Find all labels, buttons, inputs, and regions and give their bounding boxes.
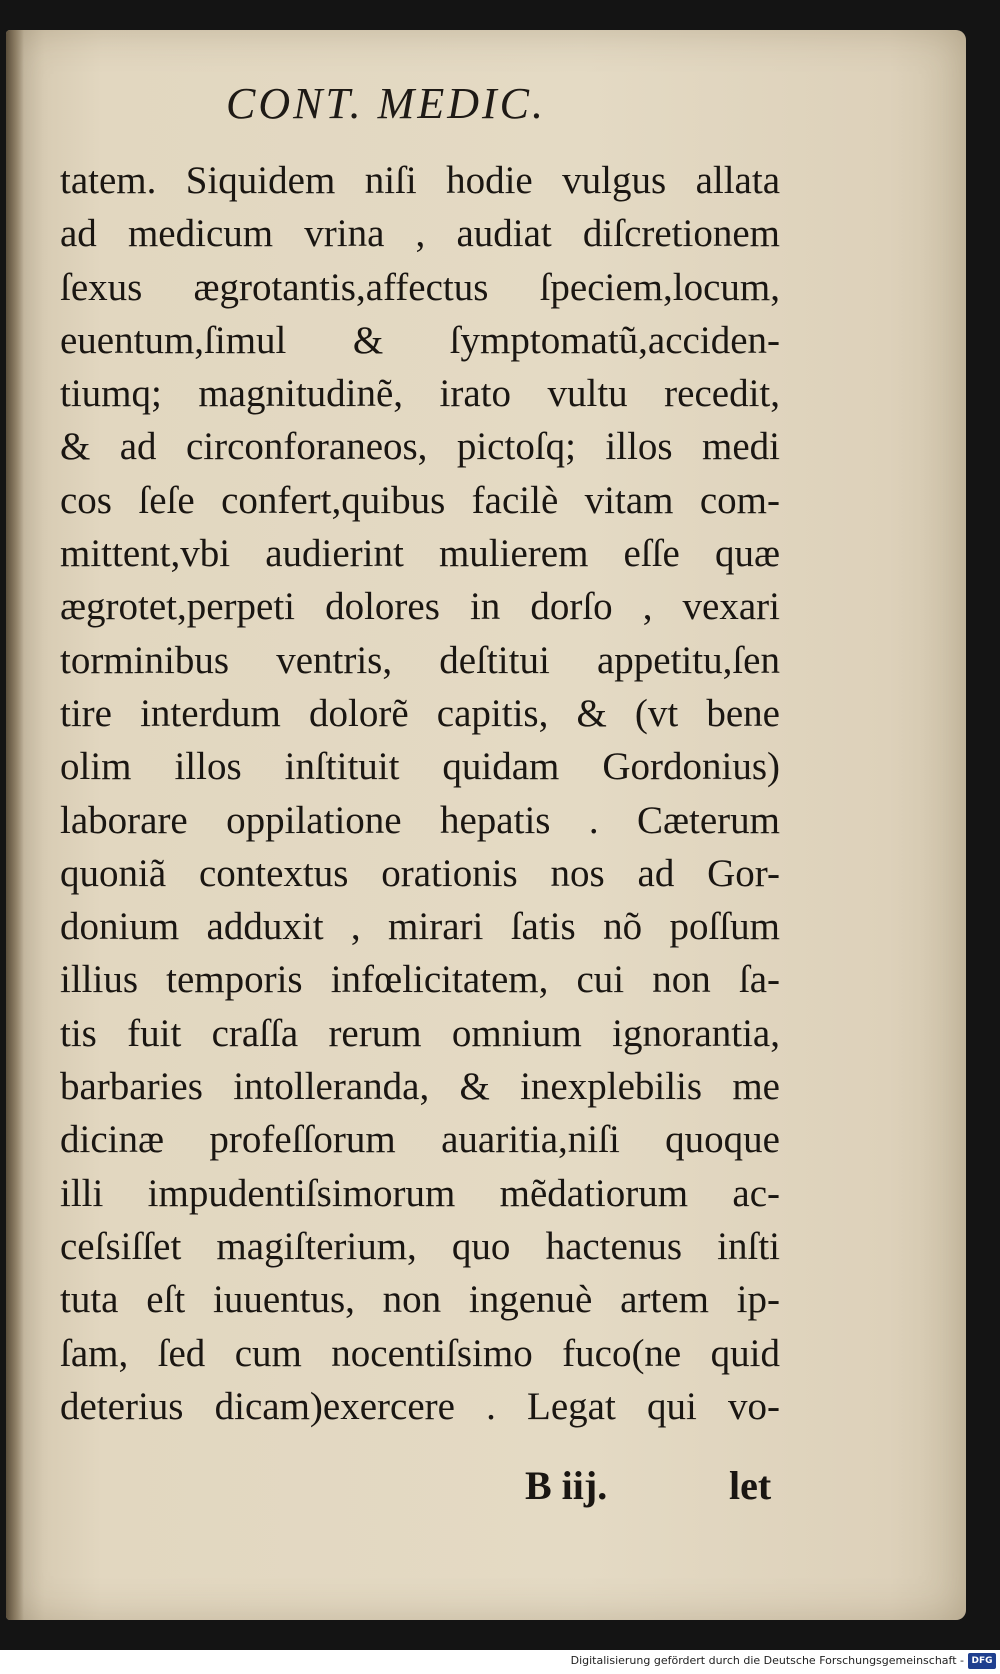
text-line: euentum,ſimul & ſymptomatũ,acciden- [60, 318, 780, 362]
text-line: quoniã contextus orationis nos ad Gor- [60, 851, 780, 895]
body-text [60, 154, 780, 1433]
dfg-logo-icon: DFG [968, 1653, 996, 1669]
text-line: ſexus ægrotantis,affectus ſpeciem,locum, [60, 265, 780, 309]
page-binding-edge [6, 30, 24, 1620]
text-line: tiumq; magnitudinẽ, irato vultu recedit, [60, 372, 780, 416]
text-line: cos ſeſe confert,quibus facilè vitam com- [60, 478, 780, 522]
text-line: illi impudentiſsimorum mẽdatiorum ac- [60, 1171, 780, 1215]
text-line: ſam, ſed cum nocentiſsimo fuco(ne quid [60, 1331, 780, 1375]
signature-mark: B iij. [525, 1463, 608, 1508]
text-line: laborare oppilatione hepatis . Cæterum [60, 798, 780, 842]
running-title: CONT. MEDIC. [226, 79, 546, 128]
text-line: torminibus ventris, deſtitui appetitu,ſen [60, 638, 780, 682]
text-line: ceſsiſſet magiſterium, quo hactenus inſti [60, 1224, 780, 1268]
credit-bar [0, 1650, 1000, 1674]
text-line: tatem. Siquidem niſi hodie vulgus allata [60, 159, 780, 202]
text-line: dicinæ profeſſorum auaritia,niſi quoque [60, 1118, 780, 1162]
text-line: illius temporis infœlicitatem, cui non ſa- [60, 958, 780, 1002]
text-line: ægrotet,perpeti dolores in dorſo , vexari [60, 585, 780, 629]
text-line: & ad circonforaneos, pictoſq; illos medi [60, 425, 780, 469]
text-line: tis fuit craſſa rerum omnium ignorantia, [60, 1011, 780, 1055]
catchword: let [729, 1463, 772, 1508]
text-line: olim illos inſtituit quidam Gordonius) [60, 745, 780, 789]
text-line: tire interdum dolorẽ capitis, & (vt bene [60, 691, 780, 735]
page-footer [0, 1462, 966, 1516]
text-line: donium adduxit , mirari ſatis nõ poſſum [60, 905, 780, 949]
text-line: ad medicum vrina , audiat diſcretionem [60, 212, 780, 256]
funding-credit: Digitalisierung gefördert durch die Deutsche Forschungsgemeinschaft - [570, 1654, 964, 1667]
text-line: mittent,vbi audierint mulierem eſſe quæ [60, 532, 780, 576]
text-line: deterius dicam)exercere . Legat qui vo- [60, 1384, 780, 1428]
text-line: tuta eſt iuuentus, non ingenuè artem ip- [60, 1278, 780, 1322]
text-line: barbaries intolleranda, & inexplebilis me [60, 1065, 780, 1109]
